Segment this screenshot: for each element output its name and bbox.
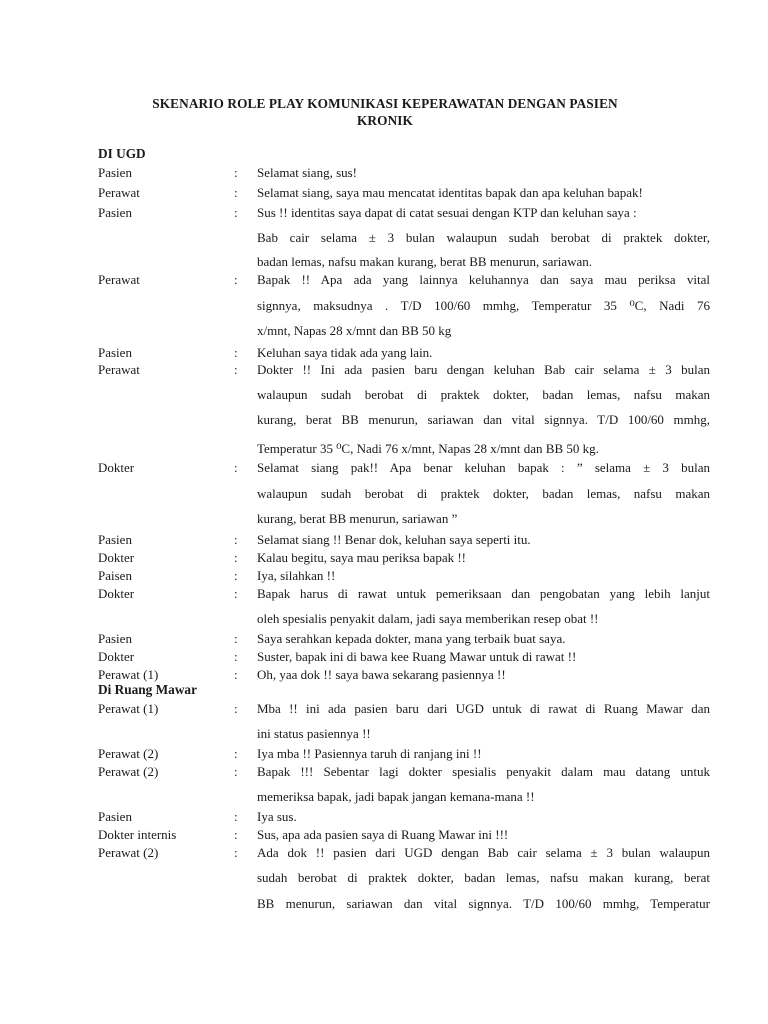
dialogue-line: Suster, bapak ini di bawa kee Ruang Mawar untuk di rawat !! bbox=[257, 649, 577, 664]
speaker-colon: : bbox=[234, 701, 238, 716]
dialogue-line: Iya sus. bbox=[257, 809, 297, 824]
speaker-name: Perawat bbox=[98, 272, 140, 287]
speaker-colon: : bbox=[234, 667, 238, 682]
speaker-name: Dokter internis bbox=[98, 827, 177, 842]
dialogue-line: Selamat siang !! Benar dok, keluhan saya seperti itu. bbox=[257, 532, 531, 547]
speaker-name: Dokter bbox=[98, 550, 135, 565]
speaker-name: Perawat (2) bbox=[98, 746, 159, 761]
speaker-colon: : bbox=[234, 205, 238, 220]
dialogue-line: Temperatur 35 ⁰C, Nadi 76 x/mnt, Napas 28 x/mnt dan BB 50 kg. bbox=[257, 441, 599, 456]
speaker-name: Perawat (2) bbox=[98, 845, 159, 860]
dialogue-line: Dokter !! Ini ada pasien baru dengan keluhan Bab cair selama ± 3 bulan bbox=[257, 362, 710, 377]
dialogue-line: Iya mba !! Pasiennya taruh di ranjang ini !! bbox=[257, 746, 482, 761]
section-heading-ugd: DI UGD bbox=[98, 146, 146, 161]
dialogue-line: Bapak !!! Sebentar lagi dokter spesialis penyakit dalam mau datang untuk bbox=[257, 764, 710, 779]
dialogue-line: Oh, yaa dok !! saya bawa sekarang pasiennya !! bbox=[257, 667, 506, 682]
speaker-colon: : bbox=[234, 568, 238, 583]
speaker-colon: : bbox=[234, 809, 238, 824]
speaker-colon: : bbox=[234, 631, 238, 646]
speaker-name: Perawat bbox=[98, 185, 140, 200]
dialogue-line: Mba !! ini ada pasien baru dari UGD untuk di rawat di Ruang Mawar dan bbox=[257, 701, 710, 716]
speaker-colon: : bbox=[234, 345, 238, 360]
dialogue-line: BB menurun, sariawan dan vital signnya. T/D 100/60 mmhg, Temperatur bbox=[257, 896, 710, 911]
dialogue-line: signnya, maksudnya . T/D 100/60 mmhg, Temperatur 35 ⁰C, Nadi 76 bbox=[257, 298, 710, 313]
dialogue-line: memeriksa bapak, jadi bapak jangan kemana-mana !! bbox=[257, 789, 535, 804]
speaker-colon: : bbox=[234, 532, 238, 547]
dialogue-line: kurang, berat BB menurun, sariawan dan vital signnya. T/D 100/60 mmhg, bbox=[257, 412, 710, 427]
dialogue-line: Bapak !! Apa ada yang lainnya keluhannya dan saya mau periksa vital bbox=[257, 272, 710, 287]
dialogue-line: Kalau begitu, saya mau periksa bapak !! bbox=[257, 550, 467, 565]
dialogue-line: Bapak harus di rawat untuk pemeriksaan dan pengobatan yang lebih lanjut bbox=[257, 586, 710, 601]
speaker-name: Pasien bbox=[98, 205, 132, 220]
speaker-name: Dokter bbox=[98, 586, 135, 601]
dialogue-line: ini status pasiennya !! bbox=[257, 726, 371, 741]
document-title-line-2: KRONIK bbox=[356, 113, 413, 128]
speaker-colon: : bbox=[234, 845, 238, 860]
speaker-name: Pasien bbox=[98, 532, 132, 547]
dialogue-line: Iya, silahkan !! bbox=[257, 568, 336, 583]
dialogue-line: Ada dok !! pasien dari UGD dengan Bab cair selama ± 3 bulan walaupun bbox=[257, 845, 710, 860]
dialogue-line: kurang, berat BB menurun, sariawan ” bbox=[257, 511, 458, 526]
dialogue-line: Saya serahkan kepada dokter, mana yang terbaik buat saya. bbox=[257, 631, 566, 646]
speaker-name: Pasien bbox=[98, 345, 132, 360]
dialogue-line: Selamat siang, sus! bbox=[257, 165, 358, 180]
dialogue-line: Keluhan saya tidak ada yang lain. bbox=[257, 345, 433, 360]
speaker-colon: : bbox=[234, 764, 238, 779]
dialogue-line: Sus !! identitas saya dapat di catat sesuai dengan KTP dan keluhan saya : bbox=[257, 205, 637, 220]
speaker-colon: : bbox=[234, 649, 238, 664]
dialogue-line: walaupun sudah berobat di praktek dokter, badan lemas, nafsu makan bbox=[257, 486, 710, 501]
dialogue-line: Selamat siang pak!! Apa benar keluhan bapak : ” selama ± 3 bulan bbox=[257, 460, 710, 475]
dialogue-line: badan lemas, nafsu makan kurang, berat BB menurun, sariawan. bbox=[257, 254, 593, 269]
dialogue-line: walaupun sudah berobat di praktek dokter, badan lemas, nafsu makan bbox=[257, 387, 710, 402]
section-heading-ruang-mawar: Di Ruang Mawar bbox=[98, 682, 197, 697]
speaker-colon: : bbox=[234, 165, 238, 180]
speaker-colon: : bbox=[234, 460, 238, 475]
speaker-name: Paisen bbox=[98, 568, 132, 583]
speaker-name: Perawat (1) bbox=[98, 701, 159, 716]
document-title-line-1: SKENARIO ROLE PLAY KOMUNIKASI KEPERAWATAN DENGAN PASIEN bbox=[152, 96, 618, 111]
speaker-colon: : bbox=[234, 272, 238, 287]
speaker-colon: : bbox=[234, 827, 238, 842]
speaker-name: Dokter bbox=[98, 460, 135, 475]
speaker-colon: : bbox=[234, 550, 238, 565]
dialogue-line: x/mnt, Napas 28 x/mnt dan BB 50 kg bbox=[257, 323, 452, 338]
speaker-name: Pasien bbox=[98, 631, 132, 646]
speaker-colon: : bbox=[234, 185, 238, 200]
speaker-name: Perawat (1) bbox=[98, 667, 159, 682]
speaker-name: Pasien bbox=[98, 165, 132, 180]
speaker-colon: : bbox=[234, 586, 238, 601]
speaker-name: Perawat bbox=[98, 362, 140, 377]
speaker-colon: : bbox=[234, 746, 238, 761]
dialogue-line: oleh spesialis penyakit dalam, jadi saya memberikan resep obat !! bbox=[257, 611, 599, 626]
dialogue-line: Sus, apa ada pasien saya di Ruang Mawar ini !!! bbox=[257, 827, 509, 842]
dialogue-line: Selamat siang, saya mau mencatat identitas bapak dan apa keluhan bapak! bbox=[257, 185, 643, 200]
speaker-colon: : bbox=[234, 362, 238, 377]
speaker-name: Pasien bbox=[98, 809, 132, 824]
speaker-name: Dokter bbox=[98, 649, 135, 664]
dialogue-line: sudah berobat di praktek dokter, badan lemas, nafsu makan kurang, berat bbox=[257, 870, 710, 885]
speaker-name: Perawat (2) bbox=[98, 764, 159, 779]
dialogue-line: Bab cair selama ± 3 bulan walaupun sudah berobat di praktek dokter, bbox=[257, 230, 710, 245]
